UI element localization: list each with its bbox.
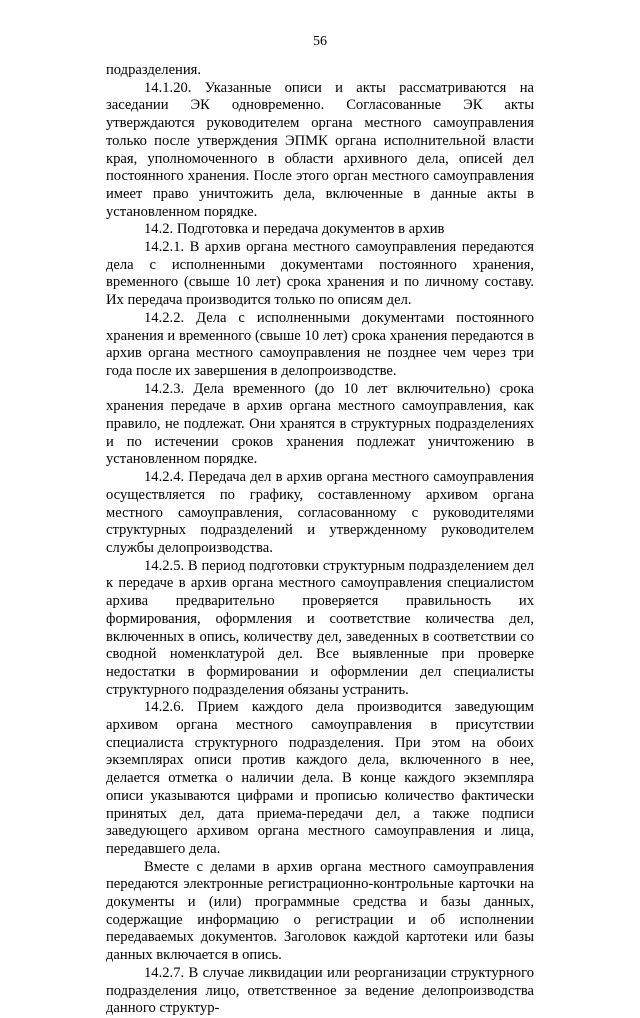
paragraph-14-1-20: 14.1.20. Указанные описи и акты рассматриваются на заседании ЭК одновременно. Согласованные ЭК акты утверждаются руководителем органа местного самоуправления только после утверждения ЭПМК органа исполнительной власти края, уполномоченного в области архивного дела, описей дел постоянного хранения. После этого орган местного самоуправления имеет право уничтожить дела, включенные в данные акты в установленном порядке. — [106, 79, 534, 220]
paragraph-electronic-cards: Вместе с делами в архив органа местного самоуправления передаются электронные регистрационно-контрольные карточки на документы и (или) программные средства и базы данных, содержащие информацию о регистрации и об исполнении передаваемых документов. Заголовок каждой картотеки или базы данных включается в опись. — [106, 858, 534, 964]
document-body — [106, 62, 534, 1018]
paragraph-14-2-6: 14.2.6. Прием каждого дела производится заведующим архивом органа местного самоуправления в присутствии специалиста структурного подразделения. При этом на обоих экземплярах описи против каждого дела, включенного в нее, делается отметка о наличии дела. В конце каждого экземпляра описи указываются цифрами и прописью количество фактически принятых дел, дата приема-передачи дел, а также подписи заведующего архивом органа местного самоуправления и лица, передавшего дела. — [106, 699, 534, 857]
paragraph-14-2-4: 14.2.4. Передача дел в архив органа местного самоуправления осуществляется по графику, составленному архивом органа местного самоуправления, согласованному с руководителями структурных подразделений и утвержденному руководителем службы делопроизводства. — [106, 469, 534, 556]
paragraph-continuation: подразделения. — [106, 62, 202, 78]
paragraph-14-2-2: 14.2.2. Дела с исполненными документами постоянного хранения и временного (свыше 10 лет) срока хранения передаются в архив органа местного самоуправления не позднее чем через три года после их завершения в делопроизводстве. — [106, 309, 534, 379]
page-number: 56 — [313, 34, 327, 49]
section-heading-14-2: 14.2. Подготовка и передача документов в архив — [144, 221, 445, 238]
paragraph-14-2-5: 14.2.5. В период подготовки структурным подразделением дел к передаче в архив органа местного самоуправления специалистом архива предварительно проверяется правильность их формирования, оформления и соответствие количества дел, включенных в опись, количеству дел, заведенных в соответствии со сводной номенклатурой дел. Все выявленные при проверке недостатки в формировании и оформлении дел специалисты структурного подразделения обязаны устранить. — [106, 557, 534, 698]
paragraph-14-2-1: 14.2.1. В архив органа местного самоуправления передаются дела с исполненными документами постоянного хранения, временного (свыше 10 лет) срока хранения и по личному составу. Их передача производится только по описям дел. — [106, 239, 534, 309]
paragraph-14-2-3: 14.2.3. Дела временного (до 10 лет включительно) срока хранения передаче в архив органа местного самоуправления, как правило, не подлежат. Они хранятся в структурных подразделениях и по истечении сроков хранения подлежат уничтожению в установленном порядке. — [106, 380, 534, 468]
paragraph-14-2-7: 14.2.7. В случае ликвидации или реорганизации структурного подразделения лицо, ответственное за ведение делопроизводства данного структур- — [106, 964, 534, 1017]
